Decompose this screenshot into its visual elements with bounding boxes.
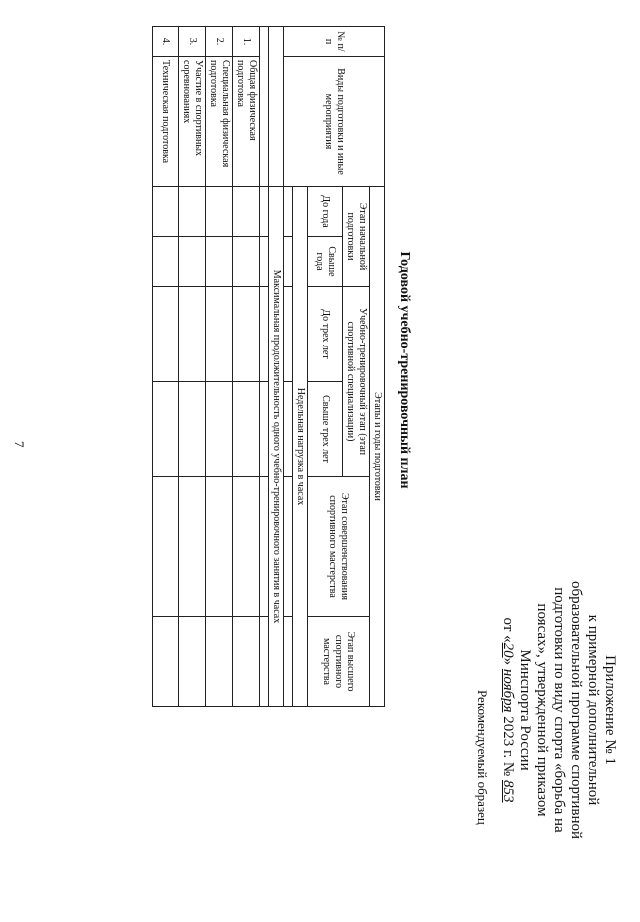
table-row xyxy=(153,27,179,707)
header-types: Виды подготовки и иные мероприятия xyxy=(284,57,385,187)
table-row xyxy=(206,27,233,707)
cell xyxy=(153,617,179,707)
row-label: Общая физическая подготовка xyxy=(233,57,260,187)
cell xyxy=(284,287,293,382)
header-stage-training: Учебно-тренировочный этап (этап спортивной специализации) xyxy=(343,287,370,477)
cell xyxy=(153,382,179,477)
cell xyxy=(284,187,293,237)
table-row xyxy=(233,27,260,707)
cell xyxy=(233,477,260,617)
row-number: 1. xyxy=(233,27,260,57)
cell xyxy=(260,617,269,707)
cell xyxy=(233,287,260,382)
date-suffix: 2023 г. № xyxy=(500,712,516,780)
cell xyxy=(284,617,293,707)
appendix-date-line xyxy=(499,520,516,900)
cell xyxy=(233,237,260,287)
cell xyxy=(179,187,206,237)
cell xyxy=(260,382,269,477)
header-number: № п/п xyxy=(284,27,385,57)
header-stages: Этапы и годы подготовки xyxy=(370,187,385,707)
table-row xyxy=(179,27,206,707)
header-stage-excellence: Этап высшего спортивного мастерства xyxy=(308,617,370,707)
page-number: 7 xyxy=(12,441,27,448)
row-label: Специальная физическая подготовка xyxy=(206,57,233,187)
row-number: 2. xyxy=(206,27,233,57)
cell xyxy=(233,382,260,477)
cell xyxy=(284,237,293,287)
header-stage-initial: Этап начальной подготовки xyxy=(343,187,370,287)
row-label: Техническая подготовка xyxy=(153,57,179,187)
cell xyxy=(260,237,269,287)
cell xyxy=(153,187,179,237)
appendix-block xyxy=(499,520,618,900)
appendix-line: подготовки по виду спорта «борьба на xyxy=(551,587,567,833)
cell xyxy=(260,187,269,237)
handwritten-order-number: 853 xyxy=(500,779,516,803)
plan-title: Годовой учебно-тренировочный план xyxy=(397,251,412,489)
date-mid: » xyxy=(500,657,516,669)
appendix-line: образовательной программе спортивной xyxy=(568,580,584,840)
cell xyxy=(260,477,269,617)
cell xyxy=(233,187,260,237)
cell xyxy=(153,237,179,287)
recommended-sample: Рекомендуемый образец xyxy=(475,690,490,825)
cell xyxy=(206,617,233,707)
cell xyxy=(206,287,233,382)
appendix-line: к примерной дополнительной xyxy=(585,614,601,806)
cell xyxy=(206,477,233,617)
cell xyxy=(233,617,260,707)
cell xyxy=(206,382,233,477)
date-prefix: от « xyxy=(500,617,516,643)
cell xyxy=(179,617,206,707)
cell xyxy=(153,477,179,617)
cell xyxy=(206,237,233,287)
appendix-title: Приложение № 1 xyxy=(602,655,618,765)
cell xyxy=(260,27,269,187)
cell xyxy=(179,287,206,382)
header-over-three: Свыше трех лет xyxy=(308,382,343,477)
cell xyxy=(269,27,284,187)
cell xyxy=(260,287,269,382)
header-stage-improvement: Этап совершенствования спортивного мастерства xyxy=(308,477,370,617)
cell xyxy=(179,382,206,477)
header-up-to-three: До трех лет xyxy=(308,287,343,382)
cell xyxy=(206,187,233,237)
training-plan-table xyxy=(152,26,385,707)
cell xyxy=(153,287,179,382)
row-label: Участие в спортивных соревнованиях xyxy=(179,57,206,187)
appendix-line: поясах», утвержденной приказом xyxy=(534,603,550,817)
cell xyxy=(284,382,293,477)
appendix-line: Минспорта России xyxy=(517,649,533,771)
header-over-year: Свыше года xyxy=(308,237,343,287)
cell xyxy=(179,477,206,617)
cell xyxy=(284,477,293,617)
row-number: 3. xyxy=(179,27,206,57)
cell xyxy=(179,237,206,287)
header-weekly-load: Недельная нагрузка в часах xyxy=(293,187,308,707)
handwritten-month: ноября xyxy=(500,668,516,713)
header-up-to-year: До года xyxy=(308,187,343,237)
header-max-duration: Максимальная продолжительность одного учебно-тренировочного занятия в часах xyxy=(269,187,284,707)
handwritten-day: 20 xyxy=(500,642,516,658)
row-number: 4. xyxy=(153,27,179,57)
